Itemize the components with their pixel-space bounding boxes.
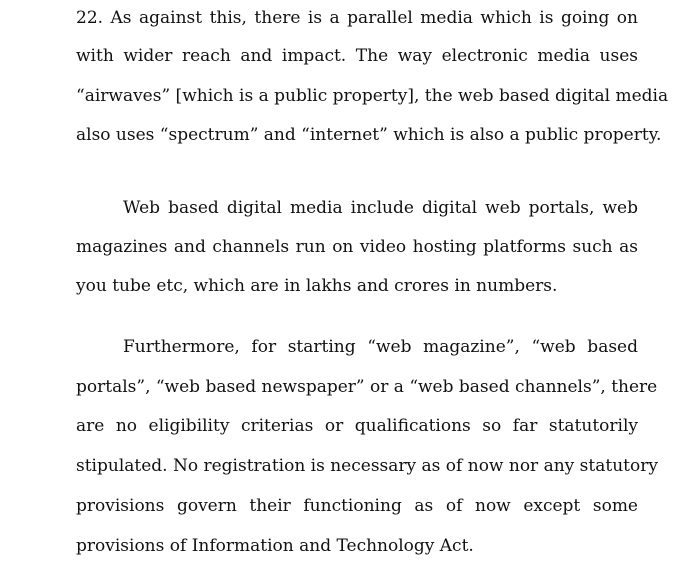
paragraph-1-line-1 <box>76 6 638 30</box>
paragraph-3-line-2: portals”, “web based newspaper” or a “web based channels”, there <box>76 377 658 397</box>
paragraph-3-line-5: provisions govern their functioning as of now except some <box>76 496 638 516</box>
paragraph-1-line-2: with wider reach and impact. The way electronic media uses <box>76 46 638 66</box>
paragraph-2-line-2: magazines and channels run on video hosting platforms such as <box>76 237 638 257</box>
paragraph-1-line-4: also uses “spectrum” and “internet” which is also a public property. <box>76 125 662 145</box>
paragraph-3-line-4: stipulated. No registration is necessary as of now nor any statutory <box>76 456 658 476</box>
paragraph-1-line-1-text: As against this, there is a parallel media which is going on <box>110 8 638 28</box>
paragraph-number: 22. <box>76 8 104 28</box>
paragraph-2-line-3: you tube etc, which are in lakhs and crores in numbers. <box>76 276 558 296</box>
paragraph-3-line-1: Furthermore, for starting “web magazine”, “web based <box>123 337 638 357</box>
paragraph-3-line-3: are no eligibility criterias or qualifications so far statutorily <box>76 416 638 436</box>
paragraph-2-line-1: Web based digital media include digital web portals, web <box>123 198 638 218</box>
paragraph-3-line-6: provisions of Information and Technology Act. <box>76 536 474 556</box>
paragraph-1-line-3: “airwaves” [which is a public property], the web based digital media <box>76 86 669 106</box>
